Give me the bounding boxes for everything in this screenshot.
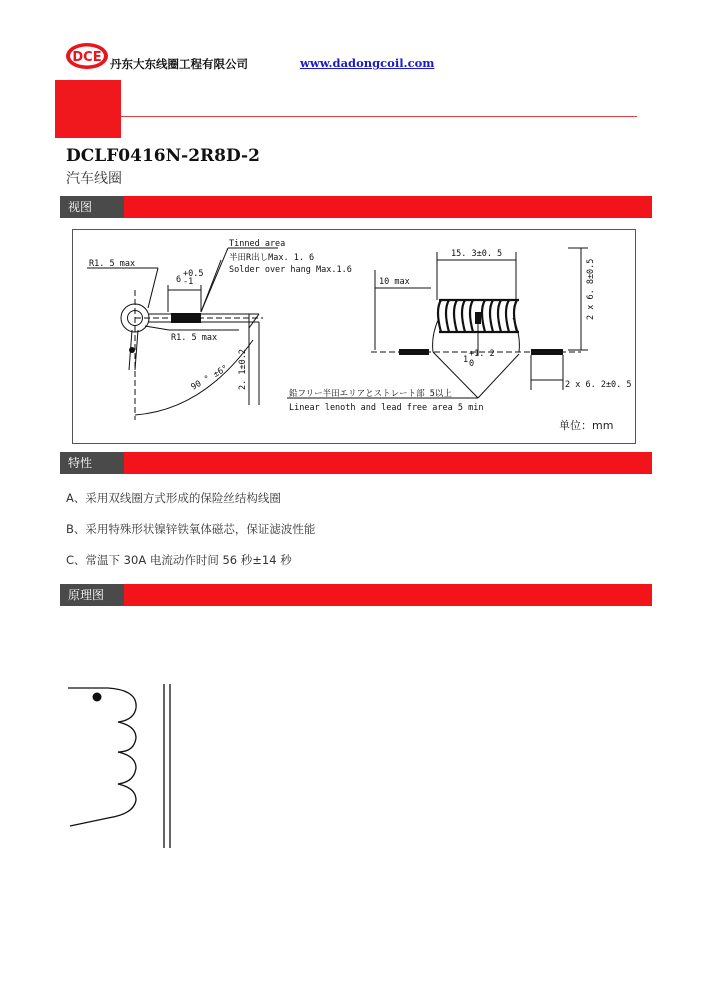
section-schematic-title: 原理图 [60,584,124,606]
angle-leader [249,314,259,328]
label-solder-jp: 半田R出しMax. 1. 6 [229,253,315,263]
unit-label: 单位：mm [559,419,614,432]
lead-left-tinned [399,349,429,355]
header-red-block [55,80,121,138]
label-tinned-area: Tinned area [229,239,286,249]
label-angle: 90 ° ±6° [189,363,230,393]
section-features-bar [60,452,652,474]
label-solder-en: Solder over hang Max.1.6 [229,265,352,275]
coil-symbol [68,688,136,826]
label-dim153: 15. 3±0. 5 [451,249,503,259]
dimension-drawing [72,229,636,444]
drawing-canvas [73,230,635,443]
label-dim262: 2 x 6. 2±0. 5 [565,380,632,390]
section-view-title: 视图 [60,196,124,218]
label-dim10: 10 max [379,277,410,287]
r-top-leader [148,268,158,308]
label-dim6-tol2: -1 [183,277,194,287]
label-dim21: 2. 1±0.2 [238,349,248,390]
label-lead-en: Linear lenoth and lead free area 5 min [289,403,484,413]
label-r-mid: R1. 5 max [171,333,218,343]
section-view-bar [60,196,652,218]
leader-right [478,354,519,398]
solder-leader [201,260,221,312]
dce-logo [64,40,110,72]
feature-item-a: A、采用双线圈方式形成的保险丝结构线圈 [66,491,281,505]
coil-gap-mark [475,312,481,324]
angle-arc [135,340,253,415]
label-lead-jp: 鉛フリー半田エリアとストレート部 5以上 [289,389,452,399]
feature-item-c: C、常温下 30A 电流动作时间 56 秒±14 秒 [66,553,292,567]
header-divider [121,116,637,117]
label-dim1: 1 [463,355,469,365]
svg-text:DCE: DCE [72,50,102,65]
label-dim1-tol: +1. 2 [469,349,495,359]
website-link[interactable]: www.dadongcoil.com [300,56,435,70]
label-dim268: 2 x 6. 8±0.5 [586,258,596,320]
label-dim6: 6 [176,275,182,285]
label-dim1-tol2: 0 [469,359,475,369]
company-name: 丹东大东线圈工程有限公司 [110,57,248,71]
label-dim6-tol: +0.5 [183,269,204,279]
label-r-top: R1. 5 max [89,259,136,269]
section-schematic-bar [60,584,652,606]
section-features-title: 特性 [60,452,124,474]
part-number: DCLF0416N-2R8D-2 [66,146,260,166]
product-name: 汽车线圈 [66,171,122,187]
tinned-band [171,313,201,323]
polarity-dot [93,693,102,702]
lead-tip [129,347,135,353]
r-mid-leader [145,326,169,330]
feature-item-b: B、采用特殊形状镍锌铁氧体磁芯，保证滤波性能 [66,522,316,536]
inductor-schematic [60,680,190,850]
lead-right-tinned [531,349,563,355]
